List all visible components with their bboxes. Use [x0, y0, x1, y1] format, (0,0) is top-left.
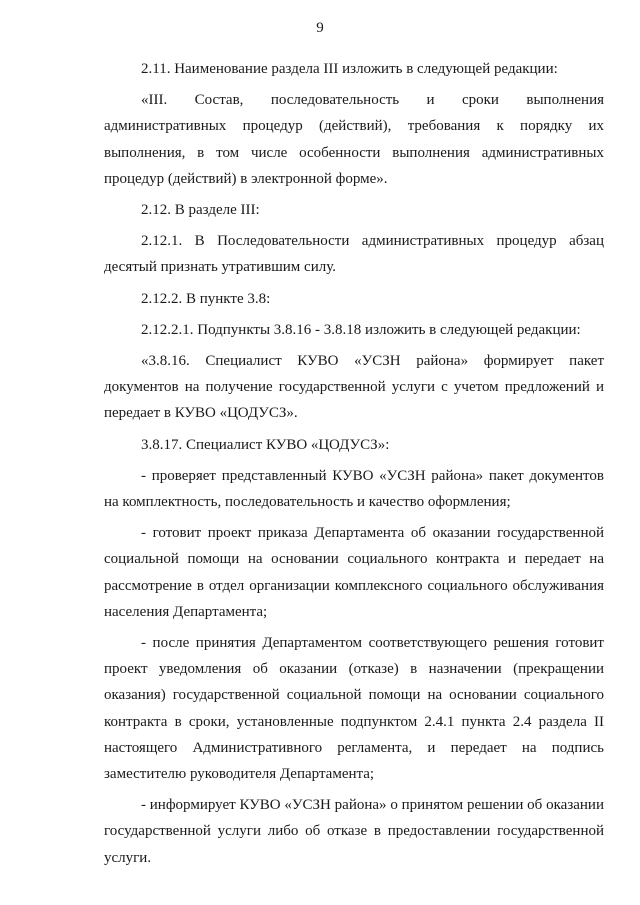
list-item-informs: - информирует КУВО «УСЗН района» о принятом решении об оказании государственной услуги либо об отказе в предоставлении государственной услуги.: [104, 797, 604, 866]
list-item-checks-package: - проверяет представленный КУВО «УСЗН района» пакет документов на комплектность, последовательность и качество оформления;: [104, 467, 604, 511]
document-body: [104, 56, 604, 876]
list-item-prepares-notice: - после принятия Департаментом соответствующего решения готовит проект уведомления об оказании (отказе) в назначении (прекращении оказания) государственной социальной помощи на основании социального контракта в сроки, установленные подпунктом 2.4.1 пункта 2.4 раздела II настоящего Административного регламента, и передает на подпись заместителю руководителя Департамента;: [104, 635, 604, 783]
paragraph-3-8-16: «3.8.16. Специалист КУВО «УСЗН района» формирует пакет документов на получение государственной услуги с учетом предложений и передает в КУВО «ЦОДУСЗ».: [104, 353, 604, 422]
paragraph-section-title: «III. Состав, последовательность и сроки выполнения административных процедур (действий), требования к порядку их выполнения, в том числе особенности выполнения административных процедур (действий) в электронной форме».: [104, 92, 604, 187]
page-number: 9: [316, 20, 324, 36]
list-item-prepares-order: - готовит проект приказа Департамента об оказании государственной социальной помощи на основании социального контракта и передает на рассмотрение в отдел организации комплексного социального обслуживания населения Департамента;: [104, 525, 604, 620]
paragraph-2-12-1: 2.12.1. В Последовательности административных процедур абзац десятый признать утратившим силу.: [104, 233, 604, 276]
paragraph-2-12: 2.12. В разделе III:: [141, 202, 260, 219]
paragraph-2-12-2: 2.12.2. В пункте 3.8:: [141, 290, 271, 307]
paragraph-2-11: 2.11. Наименование раздела III изложить в следующей редакции:: [141, 61, 558, 77]
paragraph-3-8-17: 3.8.17. Специалист КУВО «ЦОДУСЗ»:: [141, 436, 390, 453]
paragraph-2-12-2-1: 2.12.2.1. Подпункты 3.8.16 - 3.8.18 изложить в следующей редакции:: [141, 321, 581, 338]
